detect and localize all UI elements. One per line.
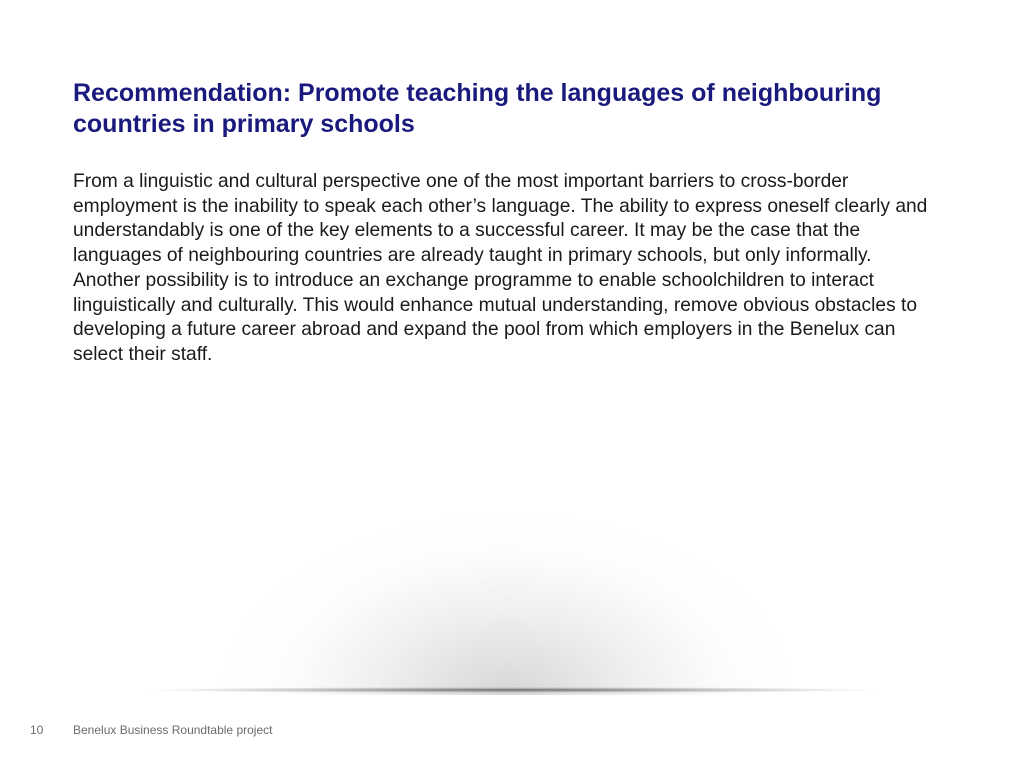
page-number: 10	[30, 723, 44, 737]
decorative-divider	[145, 687, 880, 693]
slide-title: Recommendation: Promote teaching the languages of neighbouring countries in primary schools	[73, 79, 882, 138]
slide-body-text: From a linguistic and cultural perspective one of the most important barriers to cross-border employment is the inability to speak each other’s language. The ability to express oneself clearly and understandably is one of the key elements to a successful career. It may be the case that the languages of neighbouring countries are already taught in primary schools, but only informally. Another possibility is to introduce an exchange programme to enable schoolchildren to interact linguistically and culturally. This would enhance mutual understanding, remove obvious obstacles to developing a future career abroad and expand the pool from which employers in the Benelux can select their staff.	[73, 171, 928, 365]
footer-label: Benelux Business Roundtable project	[73, 723, 273, 737]
decorative-gradient	[215, 395, 800, 695]
